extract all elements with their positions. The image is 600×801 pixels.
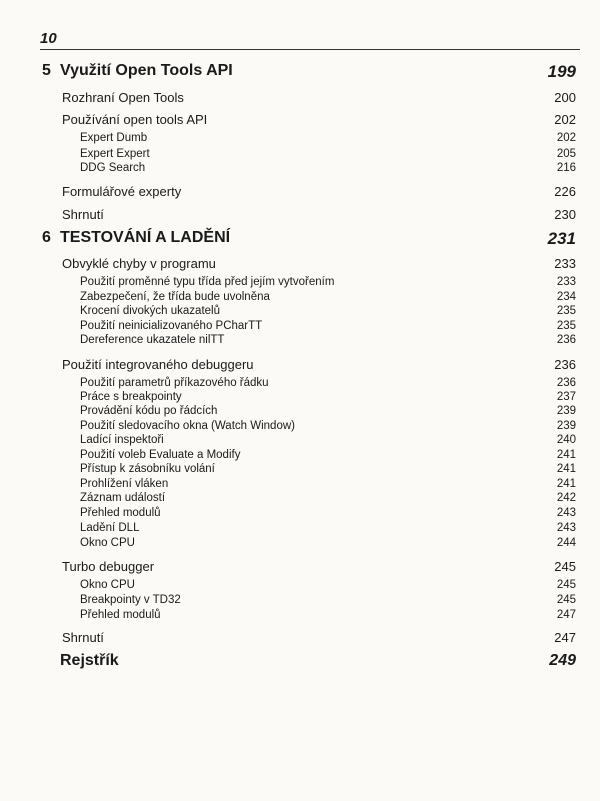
chapter-number: 5 <box>42 62 51 79</box>
entry-page-number: 245 <box>554 559 576 574</box>
entry-title: Provádění kódu po řádcích <box>80 405 218 417</box>
entry-page-number: 230 <box>554 207 576 222</box>
entry-page-number: 239 <box>556 420 576 432</box>
entry-page-number: 243 <box>556 522 576 534</box>
entry-page-number: 241 <box>556 478 576 490</box>
page-number: 10 <box>40 30 57 47</box>
entry-title: Rozhraní Open Tools <box>62 90 184 105</box>
entry-page-number: 202 <box>556 132 576 144</box>
entry-page-number: 236 <box>556 334 576 346</box>
entry-title: Použití parametrů příkazového řádku <box>80 377 269 389</box>
entry-title: Prohlížení vláken <box>80 478 169 490</box>
entry-page-number: 247 <box>554 630 576 645</box>
entry-page-number: 247 <box>556 609 576 621</box>
entry-title: Turbo debugger <box>62 559 155 574</box>
entry-page-number: 231 <box>547 229 576 248</box>
entry-page-number: 242 <box>556 492 576 504</box>
entry-page-number: 236 <box>556 377 576 389</box>
entry-page-number: 205 <box>556 148 576 160</box>
entry-title: TESTOVÁNÍ A LADĚNÍ <box>60 229 231 246</box>
entry-title: Použití sledovacího okna (Watch Window) <box>80 420 295 432</box>
entry-title: Krocení divokých ukazatelů <box>80 305 220 317</box>
entry-page-number: 245 <box>556 594 576 606</box>
entry-page-number: 243 <box>556 507 576 519</box>
entry-page-number: 239 <box>556 405 576 417</box>
entry-page-number: 226 <box>554 184 576 199</box>
entry-title: Přehled modulů <box>80 609 161 621</box>
entry-page-number: 235 <box>556 305 576 317</box>
entry-title: Obvyklé chyby v programu <box>62 256 216 271</box>
entry-page-number: 202 <box>554 112 576 127</box>
entry-page-number: 236 <box>554 357 576 372</box>
header-rule <box>40 49 580 50</box>
entry-title: Rejstřík <box>60 652 119 669</box>
entry-title: Ladící inspektoři <box>80 434 164 446</box>
chapter-number: 6 <box>42 229 51 246</box>
entry-page-number: 241 <box>556 463 576 475</box>
entry-title: Breakpointy v TD32 <box>80 594 181 606</box>
entry-title: Okno CPU <box>80 579 135 591</box>
entry-page-number: 235 <box>556 320 576 332</box>
entry-page-number: 233 <box>554 256 576 271</box>
entry-title: DDG Search <box>80 162 146 174</box>
entry-title: Expert Expert <box>80 148 150 160</box>
entry-title: Použití integrovaného debuggeru <box>62 357 254 372</box>
entry-page-number: 199 <box>547 62 576 81</box>
entry-title: Přehled modulů <box>80 507 161 519</box>
entry-title: Shrnutí <box>62 630 104 645</box>
entry-title: Použití proměnné typu třída před jejím vytvořením <box>80 276 335 288</box>
entry-title: Dereference ukazatele nilTT <box>80 334 225 346</box>
entry-page-number: 216 <box>556 162 576 174</box>
entry-page-number: 240 <box>556 434 576 446</box>
entry-page-number: 244 <box>556 537 576 549</box>
entry-title: Práce s breakpointy <box>80 391 182 403</box>
entry-title: Expert Dumb <box>80 132 148 144</box>
entry-title: Použití voleb Evaluate a Modify <box>80 449 241 461</box>
entry-title: Shrnutí <box>62 207 104 222</box>
entry-page-number: 241 <box>556 449 576 461</box>
entry-page-number: 234 <box>556 291 576 303</box>
entry-title: Ladění DLL <box>80 522 140 534</box>
entry-page-number: 200 <box>554 90 576 105</box>
entry-page-number: 249 <box>549 652 576 669</box>
entry-title: Okno CPU <box>80 537 135 549</box>
entry-page-number: 233 <box>556 276 576 288</box>
entry-title: Zabezpečení, že třída bude uvolněna <box>80 291 270 303</box>
entry-title: Záznam událostí <box>80 492 166 504</box>
entry-title: Použití neinicializovaného PCharTT <box>80 320 263 332</box>
entry-page-number: 245 <box>556 579 576 591</box>
entry-page-number: 237 <box>556 391 576 403</box>
entry-title: Využití Open Tools API <box>60 62 233 79</box>
entry-title: Používání open tools API <box>62 112 208 127</box>
entry-title: Formulářové experty <box>62 184 182 199</box>
entry-title: Přístup k zásobníku volání <box>80 463 215 475</box>
